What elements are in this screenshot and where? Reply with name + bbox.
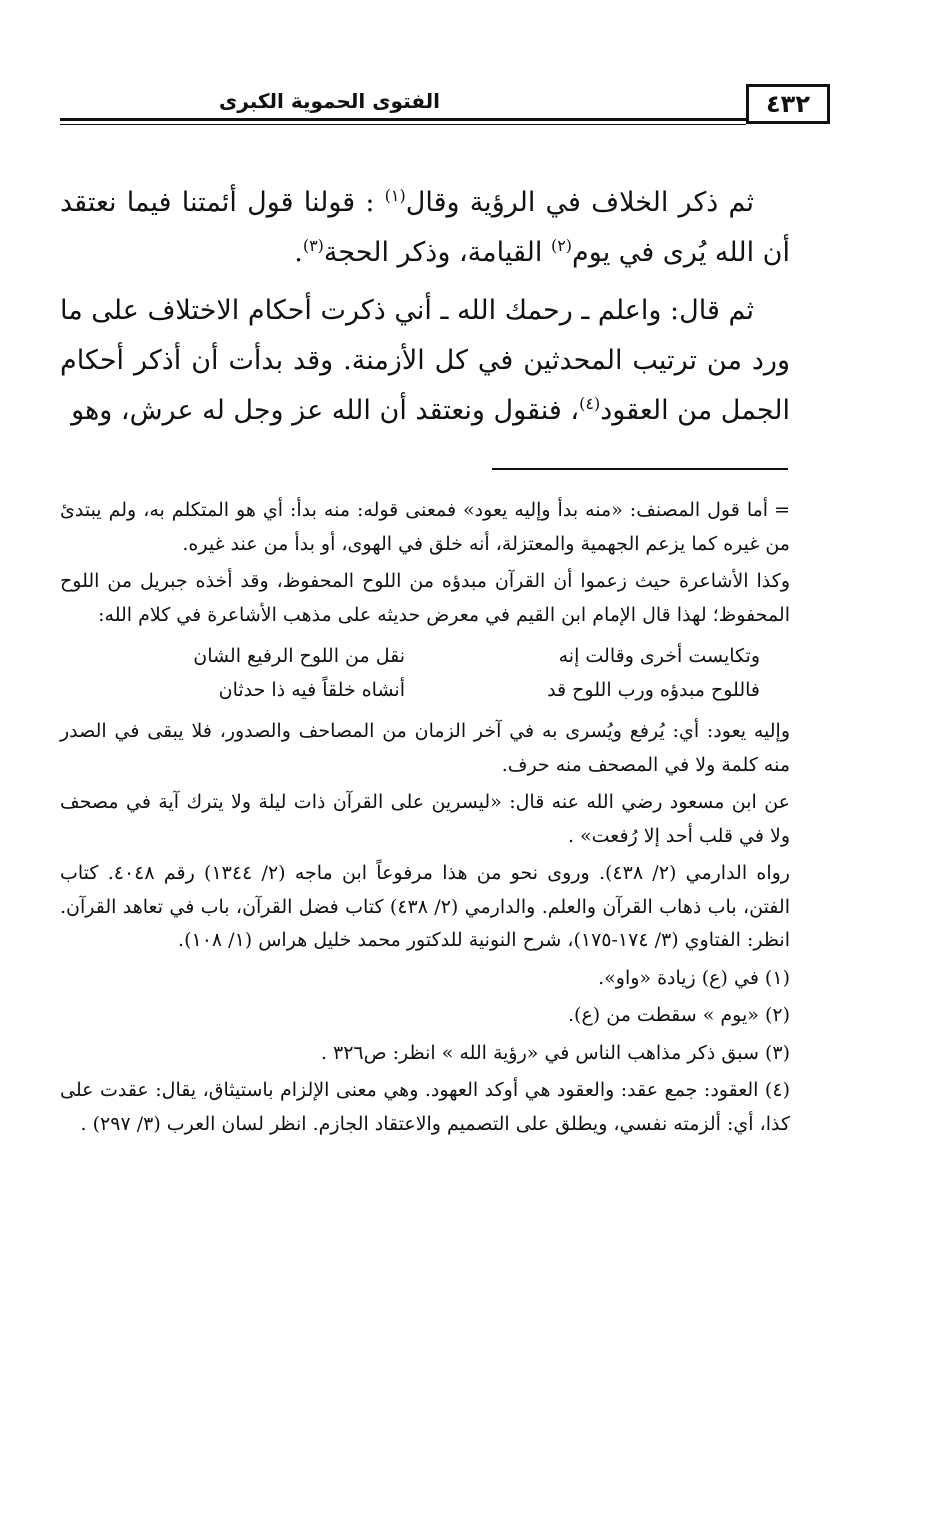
continuation-mark: =: [774, 499, 790, 521]
footnote-2: (٢) «يوم » سقطت من (ع).: [568, 1004, 790, 1026]
poem-line1-first-hemistich: وتكايست أخرى وقالت إنه: [558, 645, 760, 667]
footnote-ref-1: (١): [384, 186, 406, 205]
footnote-ref-3: (٣): [302, 236, 324, 255]
poem-line2-first-hemistich: فاللوح مبدؤه ورب اللوح قد: [547, 678, 760, 701]
running-title: الفتوى الحموية الكبرى: [218, 89, 440, 113]
poem-line2-second-hemistich: أنشاه خلقاً فيه ذا حدثان: [218, 678, 405, 701]
footnote-continued-1-text: أما قول المصنف: «منه بدأ وإليه يعود» فمعنى قوله: منه بدأ: أي هو المتكلم به، ولم يبتدئ من غيره كما يزعم الجهمية والمعتزلة، أنه خلق في الهوى، أو بدأ من عند غيره.: [60, 499, 790, 555]
p2-text-b: ، فنقول ونعتقد أن الله عز وجل له عرش، وهو: [71, 395, 580, 426]
footnote-ref-2: (٢): [550, 236, 573, 255]
footnote-continued-4: عن ابن مسعود رضي الله عنه قال: «ليسرين على القرآن ذات ليلة ولا يترك آية في مصحف ولا في قلب أحد إلا رُفعت» .: [60, 791, 790, 847]
paragraph-1: [60, 178, 790, 278]
footnote-continued-2: وكذا الأشاعرة حيث زعموا أن القرآن مبدؤه من اللوح المحفوظ، وقد أخذه جبريل من اللوح المحفوظ؛ لهذا قال الإمام ابن القيم في معرض حديثه على مذهب الأشاعرة في كلام الله:: [60, 570, 790, 626]
p1-text-c: القيامة، وذكر الحجة: [323, 237, 551, 268]
footnote-continued-3: وإليه يعود: أي: يُرفع ويُسرى به في آخر الزمان من المصاحف والصدور، فلا يبقى في الصدر منه كلمة ولا في المصحف منه حرف.: [60, 720, 790, 776]
footnote-ref-4: (٤): [579, 394, 601, 413]
p1-text-b: : قولنا قول أئمتنا فيما نعتقد أن الله يُرى في يوم: [60, 187, 790, 268]
p2-text-a: ثم قال: واعلم ـ رحمك الله ـ أني ذكرت أحكام الاختلاف على ما ورد من ترتيب المحدثين في كل الأزمنة. وقد بدأت أن أذكر أحكام الجمل من العقود: [60, 295, 790, 426]
poem-line1-second-hemistich: نقل من اللوح الرفيع الشان: [193, 645, 405, 667]
header-rule: [60, 118, 746, 125]
p1-text-a: ثم ذكر الخلاف في الرؤية وقال: [405, 187, 754, 218]
footnotes: [60, 494, 790, 1145]
footnote-1: (١) في (ع) زيادة «واو».: [598, 966, 790, 989]
footnote-separator: [492, 468, 788, 470]
paragraph-2: [60, 286, 790, 436]
main-text: [60, 178, 790, 444]
page-number: ٤٣٢: [746, 84, 830, 124]
page-header: [60, 84, 830, 130]
footnote-4: (٤) العقود: جمع عقد: والعقود هي أوكد العهود. وهي معنى الإلزام باستيثاق، يقال: عقدت على كذا، أي: ألزمته نفسي، ويطلق على التصميم والاعتقاد الجازم. انظر لسان العرب (٣/ ٢٩٧) .: [60, 1079, 790, 1135]
footnote-continued-1: [60, 494, 790, 561]
p1-text-d: .: [294, 237, 303, 268]
footnote-continued-5: رواه الدارمي (٢/ ٤٣٨). وروى نحو من هذا مرفوعاً ابن ماجه (٢/ ١٣٤٤) رقم ٤٠٤٨. كتاب الفتن، باب ذهاب القرآن والعلم. والدارمي (٢/ ٤٣٨) كتاب فضل القرآن، باب في تعاهد القرآن. انظر: الفتاوي (٣/ ١٧٤-١٧٥)، شرح النونية للدكتور محمد خليل هراس (١/ ١٠٨).: [60, 862, 790, 951]
poem: [90, 640, 760, 707]
footnote-3: (٣) سبق ذكر مذاهب الناس في «رؤية الله » انظر: ص٣٢٦ .: [320, 1041, 790, 1064]
